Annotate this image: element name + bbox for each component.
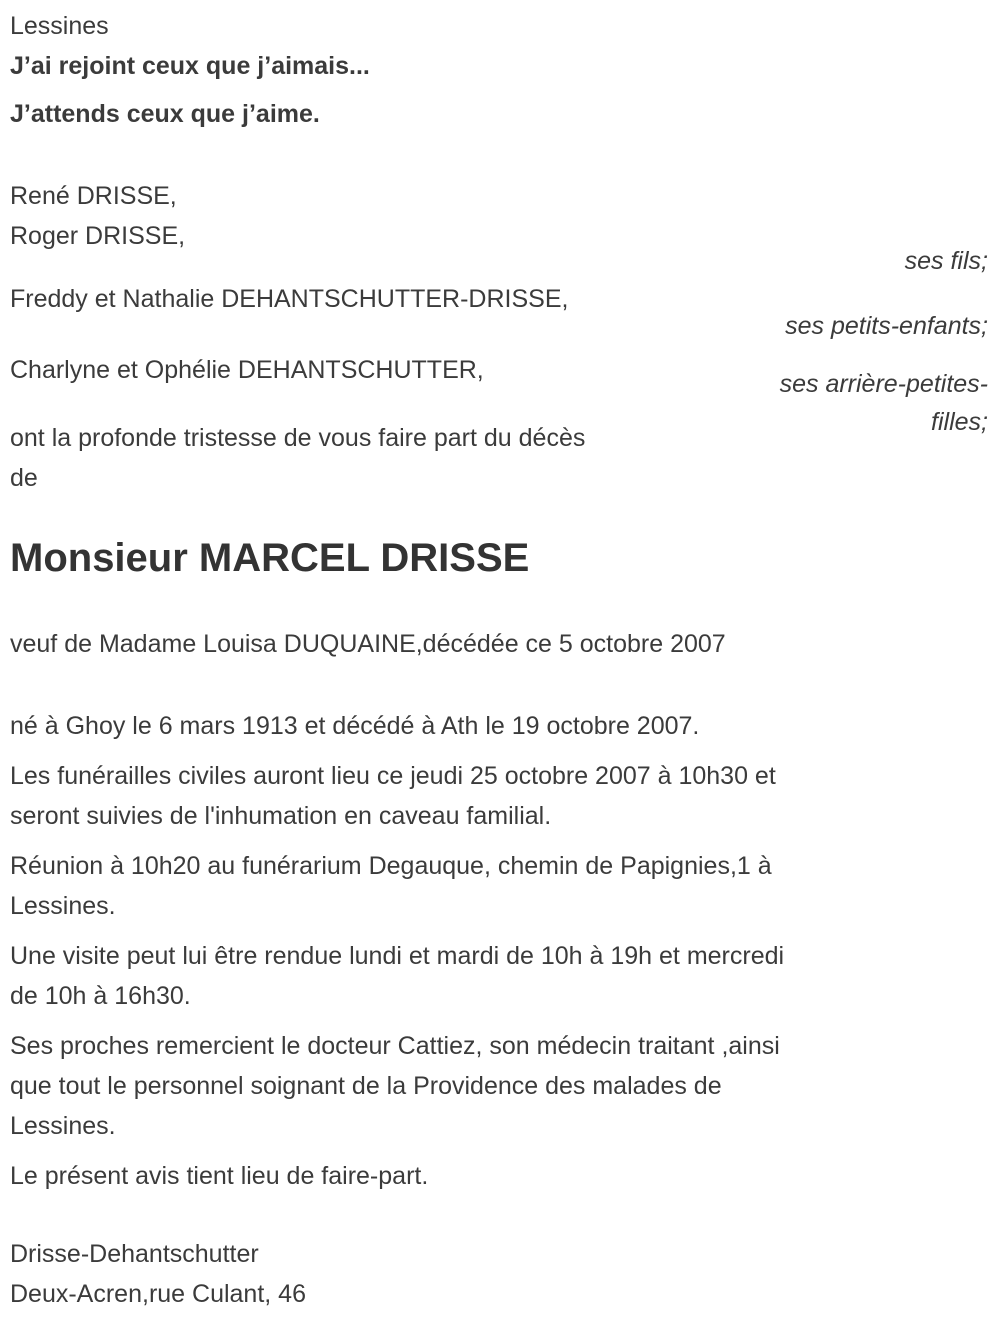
detail-line: Le présent avis tient lieu de faire-part. — [10, 1162, 429, 1190]
announcement-text — [10, 418, 750, 498]
detail-line: Réunion à 10h20 au funérarium Degauque, chemin de Papignies,1 à — [10, 852, 772, 880]
family-list — [10, 176, 988, 436]
detail-line: que tout le personnel soignant de la Providence des malades de — [10, 1072, 722, 1100]
relation-label-great-granddaughters: ses arrière-petites-filles; — [779, 370, 988, 436]
announcement-line: ont la profonde tristesse de vous faire part du décès — [10, 424, 586, 452]
detail-line: Ses proches remercient le docteur Cattiez, son médecin traitant ,ainsi — [10, 1032, 780, 1060]
detail-line: né à Ghoy le 6 mars 1913 et décédé à Ath le 19 octobre 2007. — [10, 712, 700, 740]
detail-paragraph — [10, 756, 988, 836]
detail-line: Les funérailles civiles auront lieu ce jeudi 25 octobre 2007 à 10h30 et — [10, 762, 776, 790]
family-member-name: Roger DRISSE, — [10, 222, 186, 250]
announcement-line: de — [10, 464, 38, 492]
family-member-name: Charlyne et Ophélie DEHANTSCHUTTER, — [10, 356, 484, 384]
relation-label-sons: ses fils; — [904, 247, 988, 275]
detail-paragraph — [10, 846, 988, 926]
city-label: Lessines — [10, 12, 109, 40]
signature-name: Drisse-Dehantschutter — [10, 1240, 259, 1268]
detail-line: Lessines. — [10, 1112, 116, 1140]
signature-address: Deux-Acren,rue Culant, 46 — [10, 1280, 306, 1308]
detail-line: Une visite peut lui être rendue lundi et mardi de 10h à 19h et mercredi — [10, 942, 785, 970]
detail-paragraph — [10, 1026, 988, 1146]
relation-label-grandchildren: ses petits-enfants; — [785, 312, 988, 340]
detail-line: seront suivies de l'inhumation en caveau familial. — [10, 802, 552, 830]
family-member-name: René DRISSE, — [10, 182, 177, 210]
detail-line: Lessines. — [10, 892, 116, 920]
epitaph-line-1: J’ai rejoint ceux que j’aimais... — [10, 52, 370, 80]
family-member-name: Freddy et Nathalie DEHANTSCHUTTER-DRISSE, — [10, 285, 569, 313]
detail-paragraph — [10, 1156, 988, 1196]
detail-line: de 10h à 16h30. — [10, 982, 191, 1010]
deceased-name-title: Monsieur MARCEL DRISSE — [10, 536, 530, 580]
widower-line: veuf de Madame Louisa DUQUAINE,décédée ce 5 octobre 2007 — [10, 630, 726, 658]
detail-paragraph — [10, 936, 988, 1016]
epitaph-line-2: J’attends ceux que j’aime. — [10, 100, 320, 128]
detail-paragraph — [10, 706, 988, 746]
signature-block — [10, 1234, 988, 1314]
